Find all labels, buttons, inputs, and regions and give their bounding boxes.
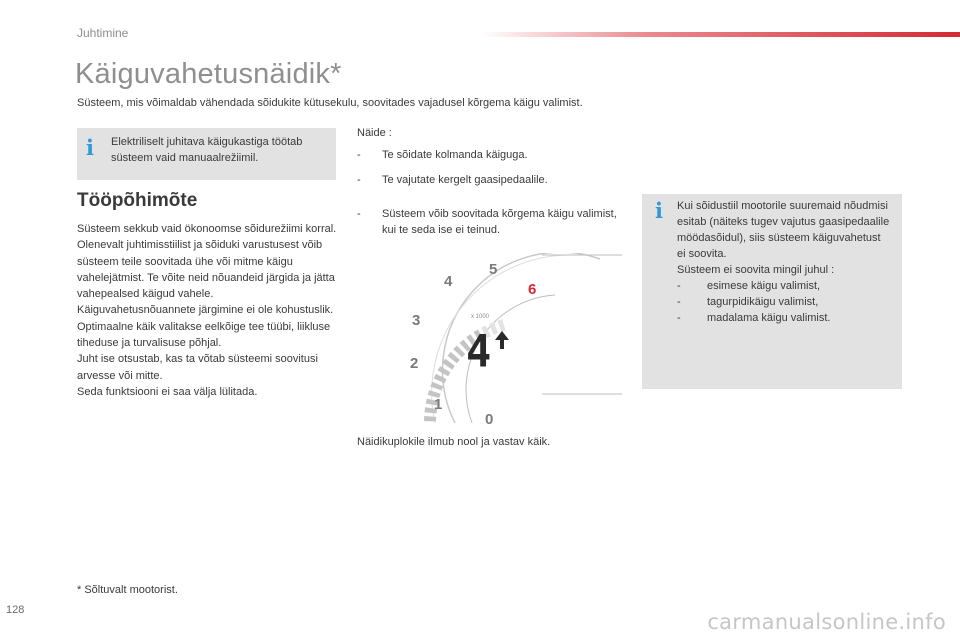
recommended-gear: 4 [466, 326, 492, 378]
example-label: Näide : [357, 127, 392, 139]
example-item: - Te vajutate kergelt gaasipedaalile. [357, 174, 548, 186]
info-box-text: Elektriliselt juhitava käigukastiga töötab süsteem vaid manuaalrežiimil. [111, 136, 303, 164]
rpm-number: 6 [528, 281, 537, 298]
tachometer-segment [453, 345, 465, 357]
rpm-number: 0 [485, 411, 494, 428]
info-icon: i [86, 135, 94, 160]
tachometer-segment [497, 319, 505, 332]
header-accent-bar [480, 32, 960, 37]
list-item: - esimese käigu valimist, [677, 280, 821, 292]
paragraph: Juht ise otsustab, kas ta võtab süsteemi soovitusi arvesse või mitte. [77, 353, 318, 382]
rpm-number: 4 [444, 273, 453, 290]
paragraph: Seda funktsiooni ei saa välja lülitada. [77, 385, 258, 398]
info-box-manual-mode [77, 128, 336, 180]
info-box-restrictions [642, 194, 902, 389]
intro-text: Süsteem, mis võimaldab vähendada sõidukite kütusekulu, soovitades vajadusel kõrgema käigu valimist. [77, 97, 583, 109]
paragraph: Käiguvahetusnõuannete järgimine ei ole kohustuslik. Optimaalne käik valitakse eelkõige tee tüübi, liikluse tiheduse ja turvalisuse põhjal. [77, 304, 334, 350]
illustration-caption: Näidikuplokile ilmub nool ja vastav käik. [357, 436, 551, 448]
list-item: - madalama käigu valimist. [677, 312, 831, 324]
tachometer-segment [424, 416, 436, 421]
section-heading: Tööpõhimõte [77, 190, 198, 211]
rpm-unit: x 1000 [471, 314, 490, 320]
watermark: carmanualsonline.info [707, 610, 946, 634]
tachometer-segment [442, 359, 455, 370]
section-label: Juhtimine [77, 26, 129, 40]
page-number: 128 [6, 604, 25, 616]
rpm-number: 5 [489, 261, 498, 278]
tachometer-segment [434, 374, 447, 384]
paragraph: Süsteem sekkub vaid ökonoomse sõidurežiimi korral. [77, 223, 337, 235]
example-item: - Te sõidate kolmanda käiguga. [357, 149, 528, 161]
example-item: - Süsteem võib soovitada kõrgema käigu valimist, kui te seda ise ei teinud. [357, 208, 617, 236]
rpm-number: 3 [412, 312, 421, 329]
list-item: - tagurpidikäigu valimist, [677, 296, 819, 308]
tachometer-segment [447, 352, 459, 363]
page-title: Käiguvahetusnäidik* [75, 58, 342, 90]
gear-shift-indicator-illustration [400, 253, 622, 428]
rpm-number: 1 [434, 396, 443, 413]
info-icon: i [655, 198, 663, 223]
footnote: * Sõltuvalt mootorist. [77, 584, 178, 596]
principle-text [77, 221, 342, 400]
shift-up-arrow-icon [495, 331, 509, 349]
tachometer-segment [438, 366, 451, 376]
paragraph: Olenevalt juhtimisstiilist ja sõiduki varustusest võib süsteem teile soovitada ühe või mitme käigu vahelejätmist. Te võite neid nõuandeid järgida ja jätta vahepealsed käigud vahele. [77, 239, 335, 301]
tachometer-segment [430, 382, 443, 391]
rpm-number: 2 [410, 355, 419, 372]
info-box-text: Kui sõidustiil mootorile suuremaid nõudmisi esitab (näiteks tugev vajutus gaasipedaalile möödasõidul), siis süsteem käiguvahetust ei soovita. Süsteem ei soovita mingil juhul : - esimese käigu valimist, - tagurpidikäigu valimist, - madalama käigu valimist. [677, 198, 892, 326]
